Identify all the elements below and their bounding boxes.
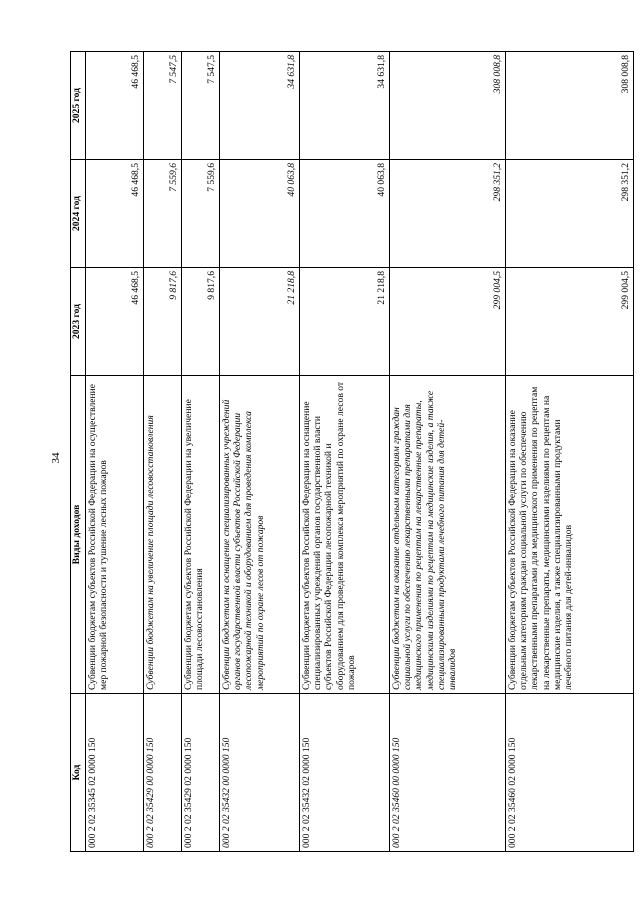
- value-2024-cell: 7 559,6: [144, 160, 182, 268]
- income-type-cell: Субвенции бюджетам субъектов Российской Федерации на осуществление мер пожарной безопасности и тушение лесных пожаров: [86, 376, 144, 694]
- code-cell: 000 2 02 35432 00 0000 150: [220, 694, 300, 852]
- value-2023-cell: 46 468,5: [86, 268, 144, 376]
- table-row: [220, 52, 300, 852]
- income-type-cell: Субвенции бюджетам субъектов Российской Федерации на оказание отдельным категориям граждан социальной услуги по обеспечению лекарственными препаратами для медицинского применения по рецептам на лекарственные препараты, медицинскими изделиями по рецептам на медицинские изделия, а также специализированными продуктами лечебного питания для детей-инвалидов: [506, 376, 634, 694]
- value-2023-cell: 21 218,8: [220, 268, 300, 376]
- table-row: [182, 52, 220, 852]
- value-2023-cell: 299 004,5: [390, 268, 506, 376]
- header-2025: 2025 год: [71, 52, 86, 160]
- value-2024-cell: 298 351,2: [390, 160, 506, 268]
- value-2025-cell: 34 631,8: [220, 52, 300, 160]
- code-cell: 000 2 02 35345 02 0000 150: [86, 694, 144, 852]
- value-2024-cell: 46 468,5: [86, 160, 144, 268]
- table-header-row: [71, 52, 86, 852]
- value-2024-cell: 298 351,2: [506, 160, 634, 268]
- header-2024: 2024 год: [71, 160, 86, 268]
- value-2024-cell: 40 063,8: [220, 160, 300, 268]
- table-row: [86, 52, 144, 852]
- value-2025-cell: 34 631,8: [300, 52, 390, 160]
- table-body: [86, 52, 634, 852]
- value-2025-cell: 308 008,8: [390, 52, 506, 160]
- value-2023-cell: 299 004,5: [506, 268, 634, 376]
- value-2025-cell: 308 008,8: [506, 52, 634, 160]
- code-cell: 000 2 02 35460 02 0000 150: [506, 694, 634, 852]
- value-2023-cell: 21 218,8: [300, 268, 390, 376]
- code-cell: 000 2 02 35432 02 0000 150: [300, 694, 390, 852]
- income-type-cell: Субвенции бюджетам на оснащение специализированных учреждений органов государственной власти субъектов Российской Федерации лесопожарной техникой и оборудованием для проведения комплекса мероприятий по охране лесов от пожаров: [220, 376, 300, 694]
- header-2023: 2023 год: [71, 268, 86, 376]
- header-income-type: Виды доходов: [71, 376, 86, 694]
- table-row: [506, 52, 634, 852]
- income-type-cell: Субвенции бюджетам на увеличение площади лесовосстановления: [144, 376, 182, 694]
- page-number: 34: [50, 452, 62, 464]
- income-type-cell: Субвенции бюджетам на оказание отдельным категориям граждан социальной услуги по обеспечению лекарственными препаратами для медицинского применения по рецептам на лекарственные препараты, медицинскими изделиями по рецептам на медицинские изделия, а также специализированными продуктами лечебного питания для детей-инвалидов: [390, 376, 506, 694]
- header-code: Код: [71, 694, 86, 852]
- table-row: [390, 52, 506, 852]
- income-type-cell: Субвенции бюджетам субъектов Российской Федерации на увеличение площади лесовосстановления: [182, 376, 220, 694]
- income-table: [70, 51, 634, 852]
- code-cell: 000 2 02 35429 00 0000 150: [144, 694, 182, 852]
- code-cell: 000 2 02 35460 00 0000 150: [390, 694, 506, 852]
- table-row: [300, 52, 390, 852]
- table-row: [144, 52, 182, 852]
- value-2025-cell: 7 547,5: [182, 52, 220, 160]
- code-cell: 000 2 02 35429 02 0000 150: [182, 694, 220, 852]
- value-2025-cell: 46 468,5: [86, 52, 144, 160]
- value-2024-cell: 40 063,8: [300, 160, 390, 268]
- income-type-cell: Субвенции бюджетам субъектов Российской Федерации на оснащение специализированных учреждений органов государственной власти субъектов Российской Федерации лесопожарной техникой и оборудованием для проведения комплекса мероприятий по охране лесов от пожаров: [300, 376, 390, 694]
- value-2023-cell: 9 817,6: [144, 268, 182, 376]
- value-2025-cell: 7 547,5: [144, 52, 182, 160]
- rotated-page-content: [70, 52, 631, 852]
- value-2024-cell: 7 559,6: [182, 160, 220, 268]
- value-2023-cell: 9 817,6: [182, 268, 220, 376]
